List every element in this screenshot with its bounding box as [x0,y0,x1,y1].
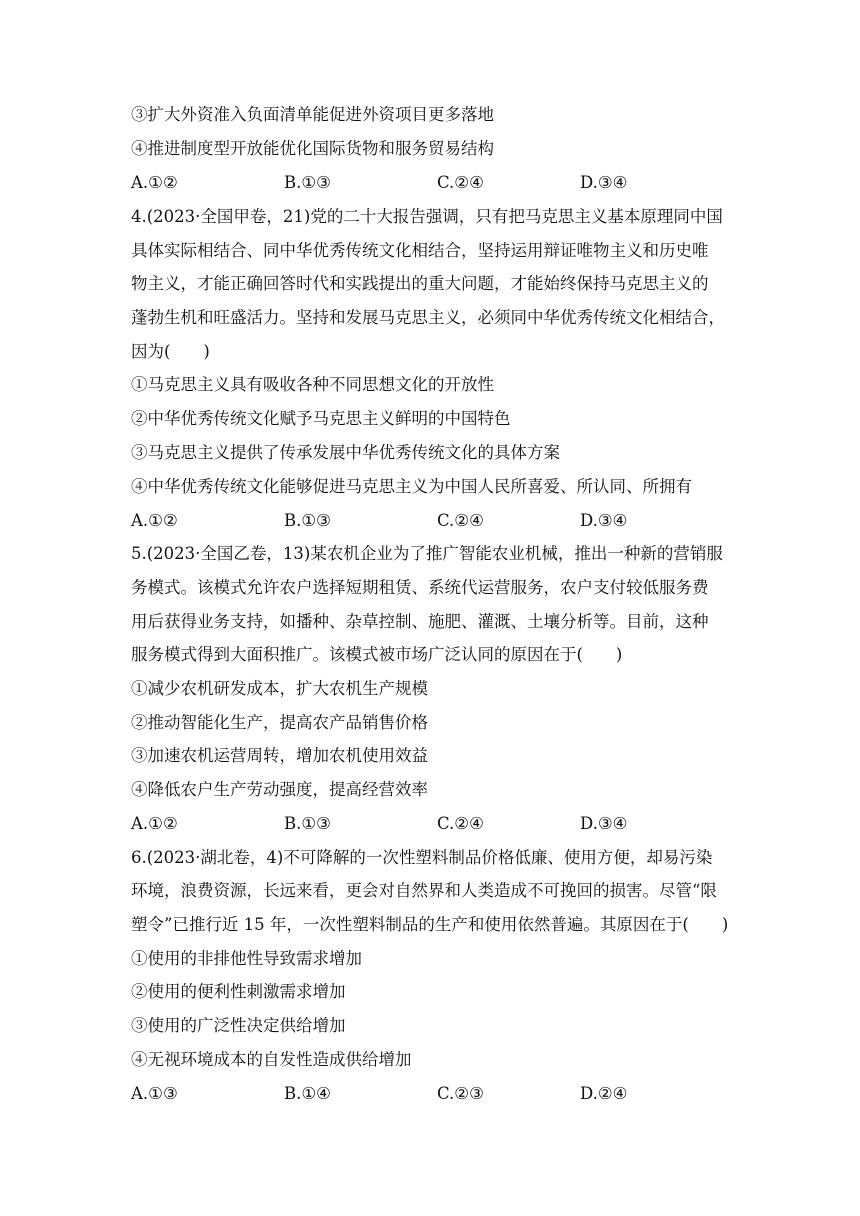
q4-stem-line: 蓬勃生机和旺盛活力。坚持和发展马克思主义，必须同中华优秀传统文化相结合， [131,308,725,327]
q6-option-c: C.②③ [437,1084,484,1103]
q5-option-d: D.③④ [580,814,628,833]
q3-option-c: C.②④ [437,173,484,192]
q4-option-c: C.②④ [437,511,484,530]
q6-item-2: ②使用的便利性刺激需求增加 [131,982,346,1001]
q4-stem-line: 具体实际相结合、同中华优秀传统文化相结合，坚持运用辩证唯物主义和历史唯 [131,241,709,260]
q6-option-b: B.①④ [284,1084,331,1103]
q4-options [131,510,731,532]
q5-item-3: ③加速农机运营周转，增加农机使用效益 [131,746,428,765]
q5-stem-line: 务模式。该模式允许农户选择短期租赁、系统代运营服务，农户支付较低服务费 [131,578,709,597]
q6-stem-line: 塑令”已推行近 15 年，一次性塑料制品的生产和使用依然普遍。其原因在于( ) [131,915,729,934]
q5-stem-line: 服务模式得到大面积推广。该模式被市场广泛认同的原因在于( ) [131,645,623,664]
q5-stem-line: 用后获得业务支持，如播种、杂草控制、施肥、灌溉、土壤分析等。目前，这种 [131,612,709,631]
q4-item-2: ②中华优秀传统文化赋予马克思主义鲜明的中国特色 [131,409,511,428]
q5-stem-line: 5.(2023·全国乙卷，13)某农机企业为了推广智能农业机械，推出一种新的营销服 [131,544,723,563]
q6-option-a: A.①③ [131,1084,178,1103]
q5-item-2: ②推动智能化生产，提高农产品销售价格 [131,713,428,732]
q5-options [131,813,731,835]
q6-item-3: ③使用的广泛性决定供给增加 [131,1016,346,1035]
q5-option-c: C.②④ [437,814,484,833]
q5-option-b: B.①③ [284,814,331,833]
q3-item-3: ③扩大外资准入负面清单能促进外资项目更多落地 [131,105,494,124]
q4-option-a: A.①② [131,511,178,530]
q4-stem-line: 4.(2023·全国甲卷，21)党的二十大报告强调，只有把马克思主义基本原理同中国 [131,207,723,226]
q3-option-a: A.①② [131,173,178,192]
q4-stem-line: 因为( ) [131,342,210,361]
q4-stem-line: 物主义，才能正确回答时代和实践提出的重大问题，才能始终保持马克思主义的 [131,274,709,293]
q4-option-b: B.①③ [284,511,331,530]
q3-options [131,172,731,194]
q6-stem-line: 6.(2023·湖北卷，4)不可降解的一次性塑料制品价格低廉、使用方便，却易污染 [131,848,713,867]
q3-item-4: ④推进制度型开放能优化国际货物和服务贸易结构 [131,139,494,158]
q5-item-4: ④降低农户生产劳动强度，提高经营效率 [131,780,428,799]
q6-item-1: ①使用的非排他性导致需求增加 [131,949,362,968]
q5-option-a: A.①② [131,814,178,833]
q6-option-d: D.②④ [580,1084,628,1103]
q3-option-b: B.①③ [284,173,331,192]
q4-item-4: ④中华优秀传统文化能够促进马克思主义为中国人民所喜爱、所认同、所拥有 [131,477,692,496]
q4-option-d: D.③④ [580,511,628,530]
q6-stem-line: 环境，浪费资源，长远来看，更会对自然界和人类造成不可挽回的损害。尽管“限 [131,881,717,900]
q6-options [131,1083,731,1105]
q3-option-d: D.③④ [580,173,628,192]
q4-item-1: ①马克思主义具有吸收各种不同思想文化的开放性 [131,375,494,394]
q4-item-3: ③马克思主义提供了传承发展中华优秀传统文化的具体方案 [131,443,560,462]
q6-item-4: ④无视环境成本的自发性造成供给增加 [131,1050,412,1069]
q5-item-1: ①减少农机研发成本，扩大农机生产规模 [131,679,428,698]
